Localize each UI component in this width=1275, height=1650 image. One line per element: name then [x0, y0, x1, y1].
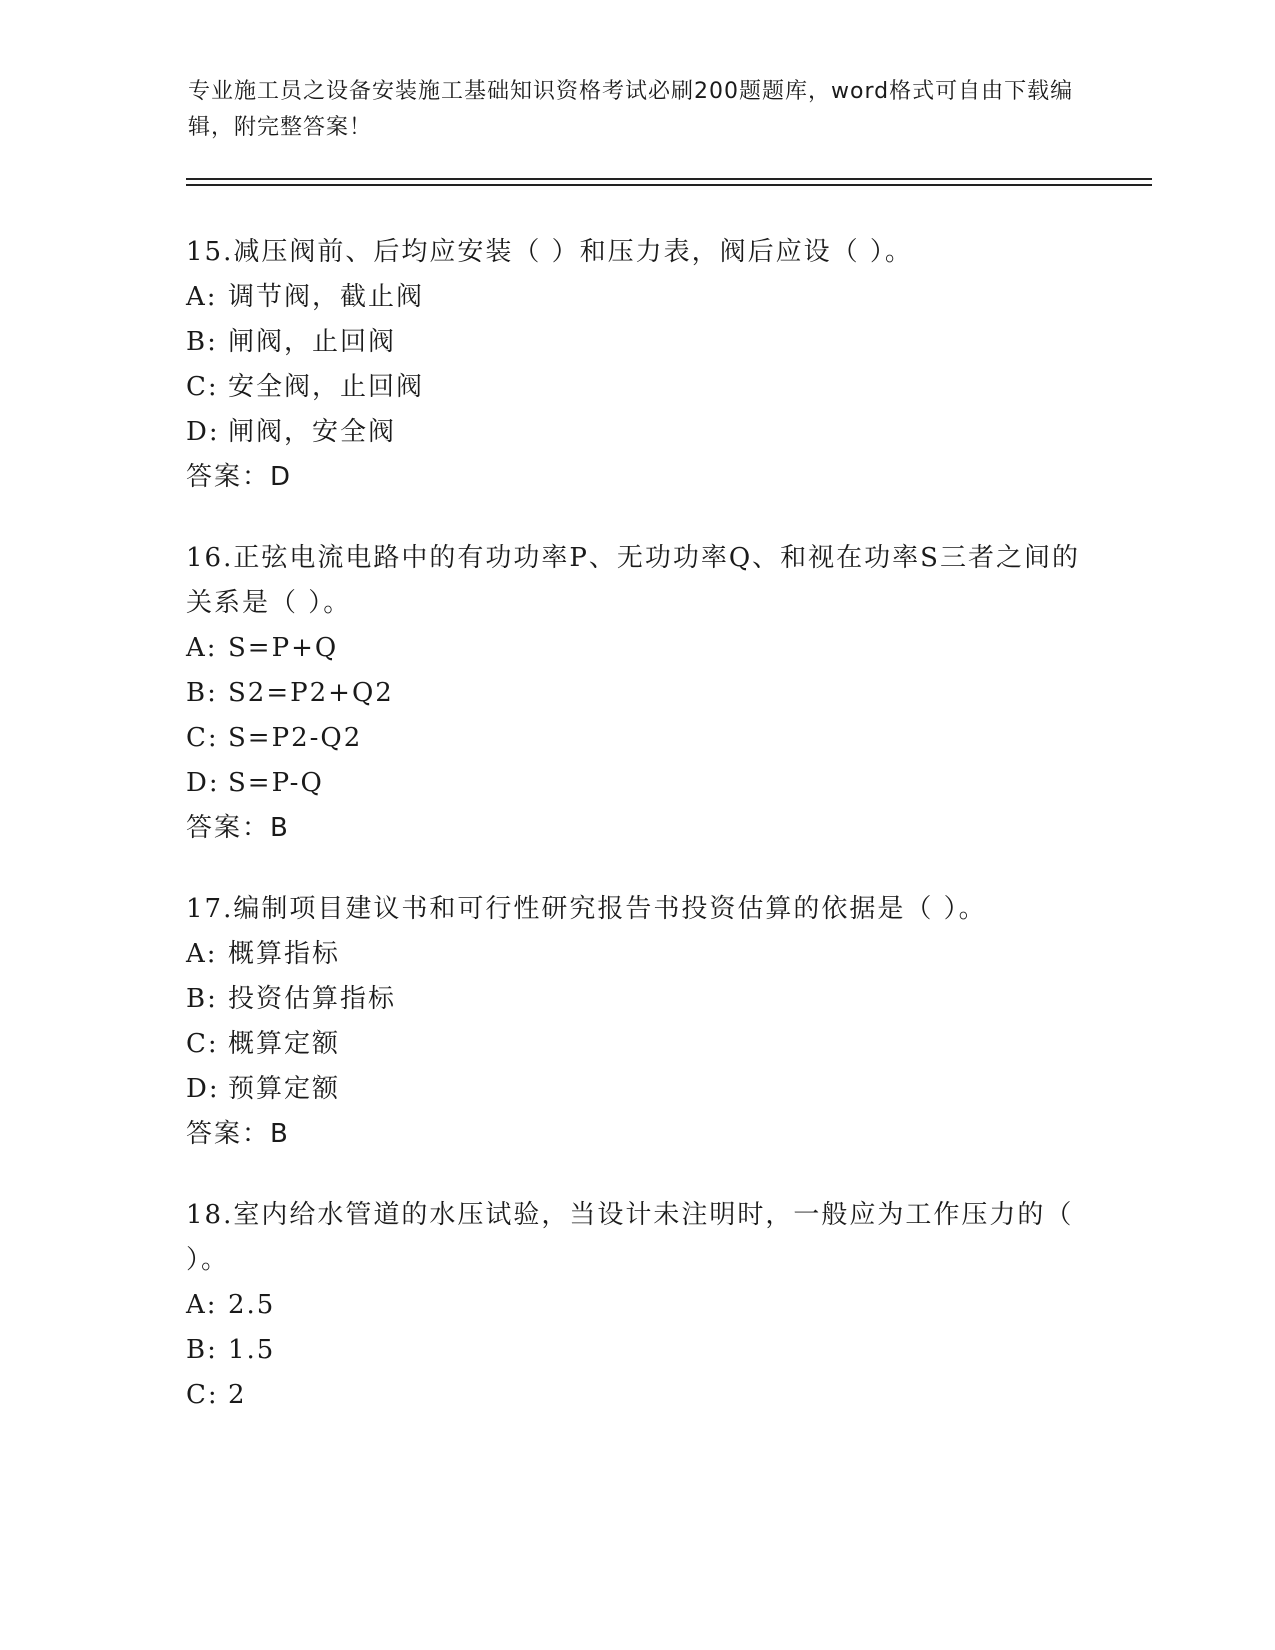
option-text: 闸阀，安全阀 — [228, 417, 397, 447]
option-letter: A: — [186, 1290, 218, 1320]
option-d — [186, 410, 1086, 455]
option-text: 1.5 — [228, 1335, 276, 1365]
option-letter: A: — [186, 939, 218, 969]
option-text: S=P+Q — [228, 633, 339, 663]
option-text: 调节阀，截止阀 — [228, 282, 425, 312]
option-letter: A: — [186, 633, 218, 663]
option-b — [186, 1328, 1086, 1373]
option-letter: B: — [186, 327, 218, 357]
answer-line: 答案：B — [186, 813, 290, 843]
option-text: 2.5 — [228, 1290, 276, 1320]
option-letter: A: — [186, 282, 218, 312]
option-text: S=P-Q — [228, 768, 324, 798]
document-header — [188, 74, 1088, 146]
option-text: S2=P2+Q2 — [228, 678, 394, 708]
option-c — [186, 365, 1086, 410]
option-text: 预算定额 — [228, 1074, 341, 1104]
option-d — [186, 1067, 1086, 1112]
option-text: 安全阀，止回阀 — [228, 372, 425, 402]
option-a — [186, 275, 1086, 320]
document-title: 专业施工员之设备安装施工基础知识资格考试必刷200题题库，word格式可自由下载编辑，附完整答案！ — [188, 79, 1074, 140]
option-a — [186, 1283, 1086, 1328]
option-text: 概算指标 — [228, 939, 341, 969]
option-letter: B: — [186, 1335, 218, 1365]
question-18 — [186, 1193, 1086, 1418]
question-16 — [186, 536, 1086, 851]
option-text: 投资估算指标 — [228, 984, 397, 1014]
option-text: 2 — [228, 1380, 247, 1410]
option-a — [186, 932, 1086, 977]
answer-line: 答案：D — [186, 462, 293, 492]
question-text: 15.减压阀前、后均应安装（ ）和压力表，阀后应设（ ）。 — [186, 237, 913, 267]
option-b — [186, 671, 1086, 716]
option-letter: C: — [186, 1029, 219, 1059]
option-a — [186, 626, 1086, 671]
option-letter: C: — [186, 372, 219, 402]
question-15 — [186, 230, 1086, 500]
option-d — [186, 761, 1086, 806]
option-letter: B: — [186, 678, 218, 708]
option-c — [186, 716, 1086, 761]
option-letter: C: — [186, 723, 219, 753]
header-divider-bottom — [186, 184, 1152, 186]
option-text: 概算定额 — [228, 1029, 341, 1059]
option-text: S=P2-Q2 — [228, 723, 363, 753]
option-b — [186, 977, 1086, 1022]
option-letter: C: — [186, 1380, 219, 1410]
question-text: 18.室内给水管道的水压试验，当设计未注明时，一般应为工作压力的（ ）。 — [186, 1200, 1074, 1275]
header-divider-top — [186, 178, 1152, 180]
question-list — [186, 230, 1086, 1454]
question-17 — [186, 887, 1086, 1157]
option-letter: D: — [186, 1074, 220, 1104]
option-letter: D: — [186, 417, 220, 447]
option-b — [186, 320, 1086, 365]
answer-line: 答案：B — [186, 1119, 290, 1149]
option-text: 闸阀，止回阀 — [228, 327, 397, 357]
option-letter: B: — [186, 984, 218, 1014]
question-text: 16.正弦电流电路中的有功功率P、无功功率Q、和视在功率S三者之间的关系是（ ）。 — [186, 543, 1080, 618]
question-text: 17.编制项目建议书和可行性研究报告书投资估算的依据是（ ）。 — [186, 894, 987, 924]
option-c — [186, 1022, 1086, 1067]
option-c — [186, 1373, 1086, 1418]
option-letter: D: — [186, 768, 220, 798]
